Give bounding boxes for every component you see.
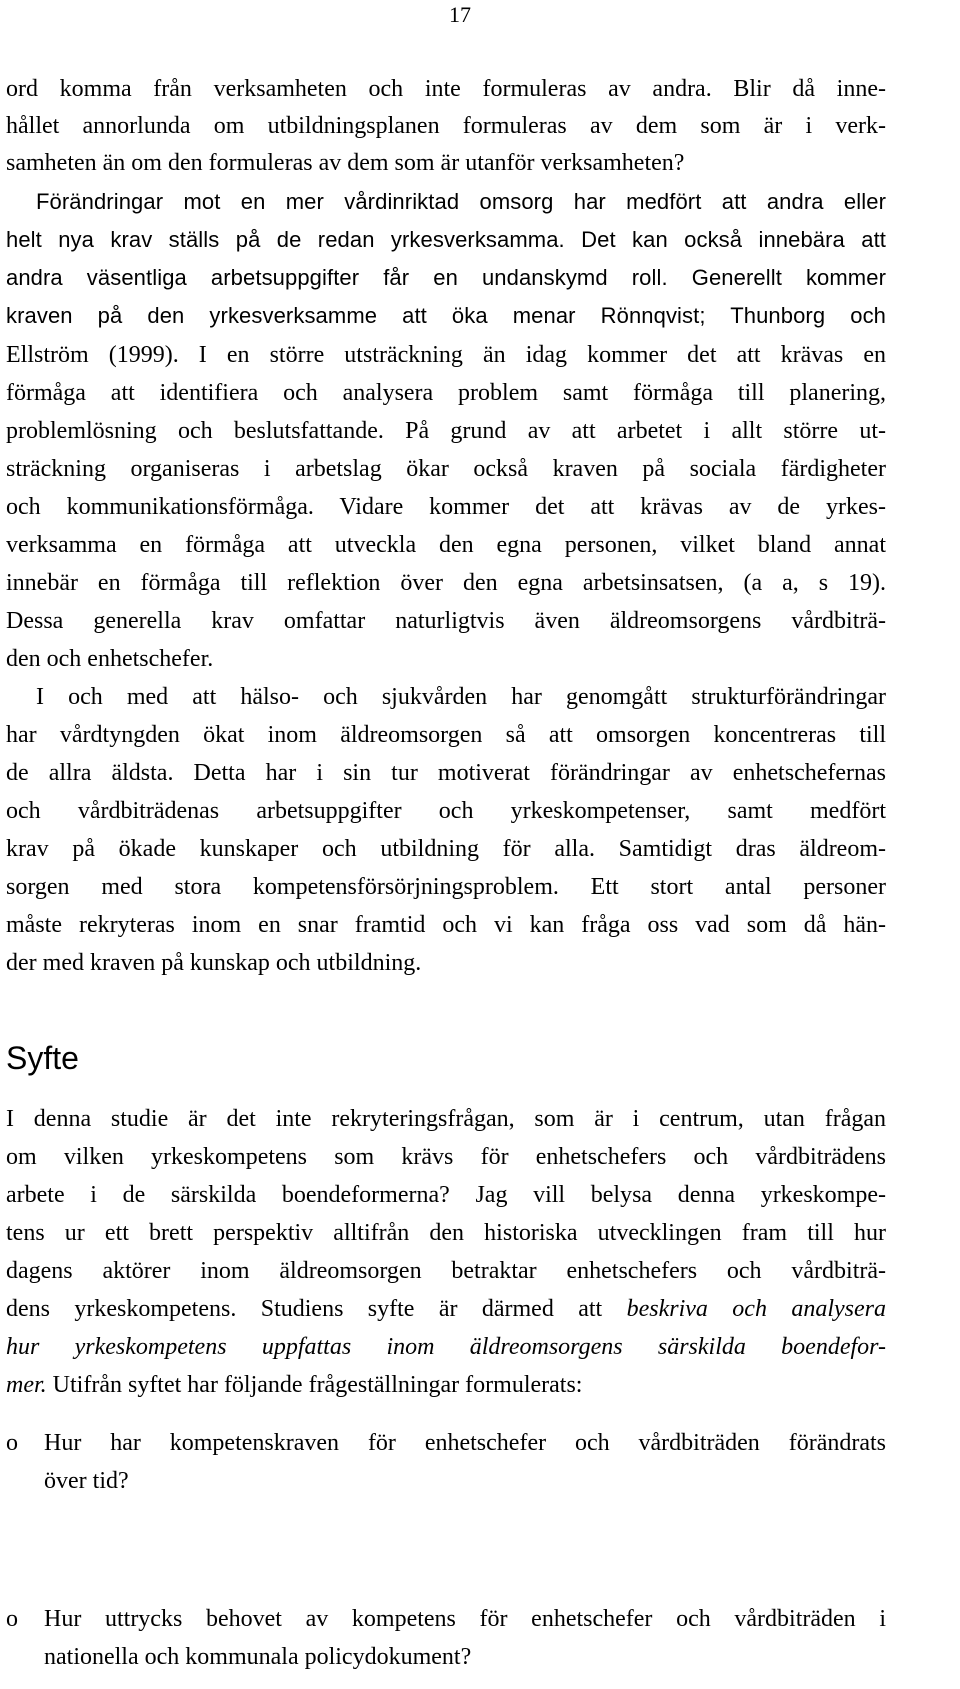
text-line: hållet annorlunda om utbildningsplanen formuleras av dem som är i verk- [6, 113, 886, 139]
text-line [6, 1294, 886, 1324]
section-heading: Syfte [6, 1040, 79, 1076]
bullet-marker: o [6, 1606, 18, 1632]
text-line: har vårdtyngden ökat inom äldreomsorgen så att omsorgen koncentreras till [6, 722, 886, 748]
text-line: der med kraven på kunskap och utbildning. [6, 950, 422, 976]
text-line: sträckning organiseras i arbetslag ökar också kraven på sociala färdigheter [6, 456, 886, 482]
list-item-line: nationella och kommunala policydokument? [44, 1644, 472, 1670]
text-line: samheten än om den formuleras av dem som är utanför verksamheten? [6, 150, 685, 176]
text-line: tens ur ett brett perspektiv alltifrån den historiska utvecklingen fram till hur [6, 1220, 886, 1246]
page-number: 17 [449, 2, 471, 27]
text-line: förmåga att identifiera och analysera problem samt förmåga till planering, [6, 380, 886, 406]
text-line: och kommunikationsförmåga. Vidare kommer det att krävas av de yrkes- [6, 494, 886, 520]
text-line: innebär en förmåga till reflektion över den egna arbetsinsatsen, (a a, s 19). [6, 570, 886, 596]
text-line: I denna studie är det inte rekryteringsfrågan, som är i centrum, utan frågan [6, 1106, 886, 1132]
text-line: de allra äldsta. Detta har i sin tur motiverat förändringar av enhetschefernas [6, 760, 886, 786]
list-item-line: Hur har kompetenskraven för enhetschefer och vårdbiträden förändrats [44, 1430, 886, 1456]
text-line: Dessa generella krav omfattar naturligtvis även äldreomsorgens vårdbiträ- [6, 608, 886, 634]
list-item-line: över tid? [44, 1468, 129, 1494]
text-line: problemlösning och beslutsfattande. På grund av att arbetet i allt större ut- [6, 418, 886, 444]
text-run: dens yrkeskompetens. Studiens syfte är därmed att [6, 1296, 627, 1322]
text-run: Utifrån syftet har följande frågeställningar formulerats: [46, 1372, 583, 1398]
text-line: Ellström (1999). I en större utsträckning än idag kommer det att krävas en [6, 342, 886, 368]
text-line [6, 1370, 886, 1400]
text-line: andra väsentliga arbetsuppgifter får en undanskymd roll. Generellt kommer [6, 265, 886, 290]
text-line: ord komma från verksamheten och inte formuleras av andra. Blir då inne- [6, 76, 886, 102]
text-line: måste rekryteras inom en snar framtid och vi kan fråga oss vad som då hän- [6, 912, 886, 938]
italic-text-run: beskriva och analysera [626, 1296, 886, 1322]
text-line: om vilken yrkeskompetens som krävs för enhetschefers och vårdbiträdens [6, 1144, 886, 1170]
bullet-marker: o [6, 1430, 18, 1456]
text-line: kraven på den yrkesverksamme att öka menar Rönnqvist; Thunborg och [6, 303, 886, 328]
text-line: Förändringar mot en mer vårdinriktad omsorg har medfört att andra eller [36, 189, 886, 214]
italic-text-run: hur yrkeskompetens uppfattas inom äldreomsorgens särskilda boendefor- [6, 1334, 886, 1360]
text-line [6, 1332, 886, 1362]
text-line: verksamma en förmåga att utveckla den egna personen, vilket bland annat [6, 532, 886, 558]
text-line: och vårdbiträdenas arbetsuppgifter och yrkeskompetenser, samt medfört [6, 798, 886, 824]
text-line: I och med att hälso- och sjukvården har genomgått strukturförändringar [36, 684, 886, 710]
text-line: krav på ökade kunskaper och utbildning för alla. Samtidigt dras äldreom- [6, 836, 886, 862]
italic-text-run: mer. [6, 1372, 47, 1398]
text-line: helt nya krav ställs på de redan yrkesverksamma. Det kan också innebära att [6, 227, 886, 252]
text-line: dagens aktörer inom äldreomsorgen betraktar enhetschefers och vårdbiträ- [6, 1258, 886, 1284]
text-line: sorgen med stora kompetensförsörjningsproblem. Ett stort antal personer [6, 874, 886, 900]
text-line: arbete i de särskilda boendeformerna? Jag vill belysa denna yrkeskompe- [6, 1182, 886, 1208]
text-line: den och enhetschefer. [6, 646, 214, 672]
list-item-line: Hur uttrycks behovet av kompetens för enhetschefer och vårdbiträden i [44, 1606, 886, 1632]
